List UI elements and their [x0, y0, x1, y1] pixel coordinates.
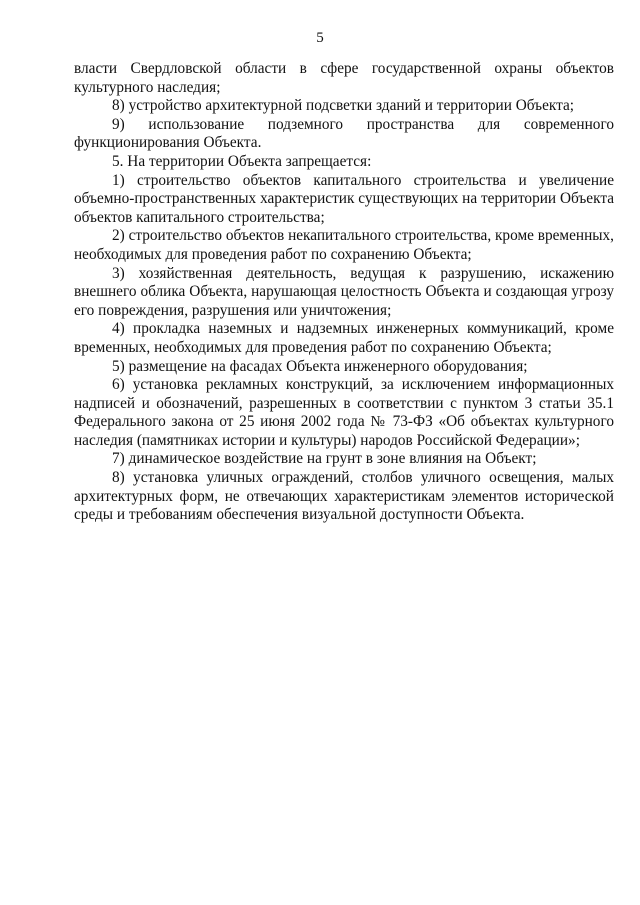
paragraph-continuation: власти Свердловской области в сфере государственной охраны объектов культурного наследия; [74, 60, 614, 96]
list-item: 8) установка уличных ограждений, столбов уличного освещения, малых архитектурных форм, не отвечающих характеристикам элементов исторической среды и требованиям обеспечения визуальной доступности Объекта. [74, 469, 614, 524]
list-item: 4) прокладка наземных и надземных инженерных коммуникаций, кроме временных, необходимых для проведения работ по сохранению Объекта; [74, 320, 614, 356]
list-item: 8) устройство архитектурной подсветки зданий и территории Объекта; [112, 97, 574, 115]
list-item: 1) строительство объектов капитального строительства и увеличение объемно-пространственных характеристик существующих на территории Объекта объектов капитального строительства; [74, 171, 614, 226]
list-item: 9) использование подземного пространства для современного функционирования Объекта. [74, 115, 614, 152]
page-number: 5 [316, 30, 324, 46]
list-item: 5) размещение на фасадах Объекта инженерного оборудования; [112, 357, 528, 375]
list-item: 3) хозяйственная деятельность, ведущая к разрушению, искажению внешнего облика Объекта, нарушающая целостность Объекта и создающая угрозу его повреждения, разрушения или уничтожения; [74, 264, 614, 319]
list-item: 7) динамическое воздействие на грунт в зоне влияния на Объект; [112, 450, 537, 468]
list-item: 6) установка рекламных конструкций, за исключением информационных надписей и обозначений, разрешенных в соответствии с пунктом 3 статьи 35.1 Федерального закона от 25 июня 2002 года № 73-ФЗ «Об объектах культурного наследия (памятниках истории и культуры) народов Российской Федерации»; [74, 376, 614, 449]
document-body [74, 60, 614, 525]
list-item: 2) строительство объектов некапитального строительства, кроме временных, необходимых для проведения работ по сохранению Объекта; [74, 227, 614, 263]
section-heading: 5. На территории Объекта запрещается: [112, 152, 372, 170]
